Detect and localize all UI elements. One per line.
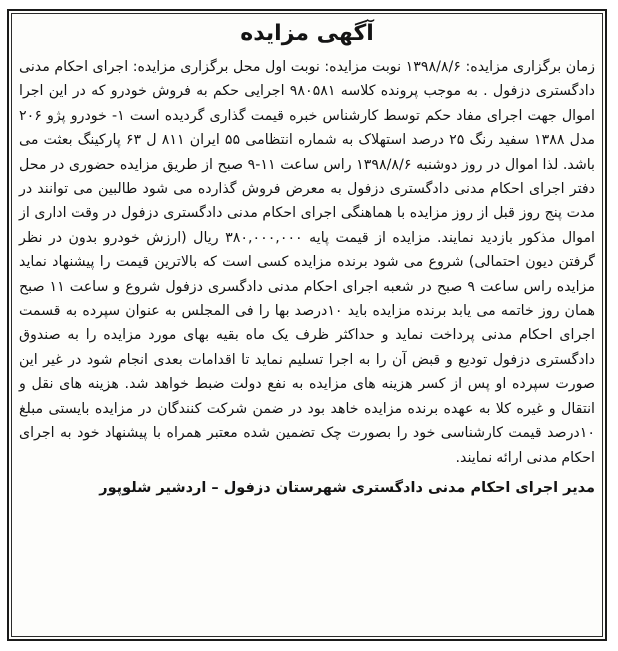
notice-title: آگهی مزایده: [240, 21, 374, 46]
auction-notice: [7, 9, 607, 641]
notice-body: زمان برگزاری مزایده: ۱۳۹۸/۸/۶ نوبت مزایده: نوبت اول محل برگزاری مزایده: اجرای احکام مدنی دادگستری دزفول . به موجب پرونده کلاسه ۹۸۰۵۸۱ اجرایی حکم به فروش خودرو که در این اجرا اموال جهت اجرای مفاد حکم توسط کارشناس خبره قیمت گذاری گردیده است ۱- خودرو پژو ۲۰۶ مدل ۱۳۸۸ سفید رنگ ۲۵ درصد استهلاک به شماره انتظامی ۵۵ ایران ۸۱۱ ل ۶۳ پارکینگ بعثت می باشد. لذا اموال در روز دوشنبه ۱۳۹۸/۸/۶ راس ساعت ۱۱-۹ صبح از طریق مزایده حضوری در محل دفتر اجرای احکام مدنی دادگستری دزفول به معرض فروش گذارده می شود طالبین می توانند در مدت پنج روز قبل از روز مزایده با هماهنگی اجرای احکام مدنی دادگستری دزفول در وقت اداری از اموال مذکور بازدید نمایند. مزایده از قیمت پایه ۳۸۰,۰۰۰,۰۰۰ ریال (ارزش خودرو بدون در نظر گرفتن دیون احتمالی) شروع می شود برنده مزایده کسی است که بالاترین قیمت را پیشنهاد نماید مزایده راس ساعت ۹ صبح در شعبه اجرای احکام مدنی دادگسری دزفول شروع و ساعت ۱۱ صبح همان روز خاتمه می یابد برنده مزایده باید ۱۰درصد بها را فی المجلس به عنوان سپرده به قسمت اجرای احکام مدنی پرداخت نماید و حداکثر ظرف یک ماه بقیه بهای مورد مزایده را به صندوق دادگستری دزفول تودیع و قبض آن را به اجرا تسلیم نماید تا اقدامات بعدی انجام شود در غیر این صورت سپرده او پس از کسر هزینه های مزایده به نفع دولت ضبط خواهد شد. هزینه های نقل و انتقال و غیره کلا به عهده برنده مزایده خاهد بود در ضمن شرکت کنندگان در مزایده بایستی مبلغ ۱۰درصد قیمت کارشناسی خود را بصورت چک تضمین شده معتبر همراه با پیشنهاد خود به اجرای احکام مدنی ارائه نمایند.: [19, 59, 595, 466]
notice-signature: مدیر اجرای احکام مدنی دادگستری شهرستان دزفول – اردشیر شلوپور: [99, 479, 595, 496]
